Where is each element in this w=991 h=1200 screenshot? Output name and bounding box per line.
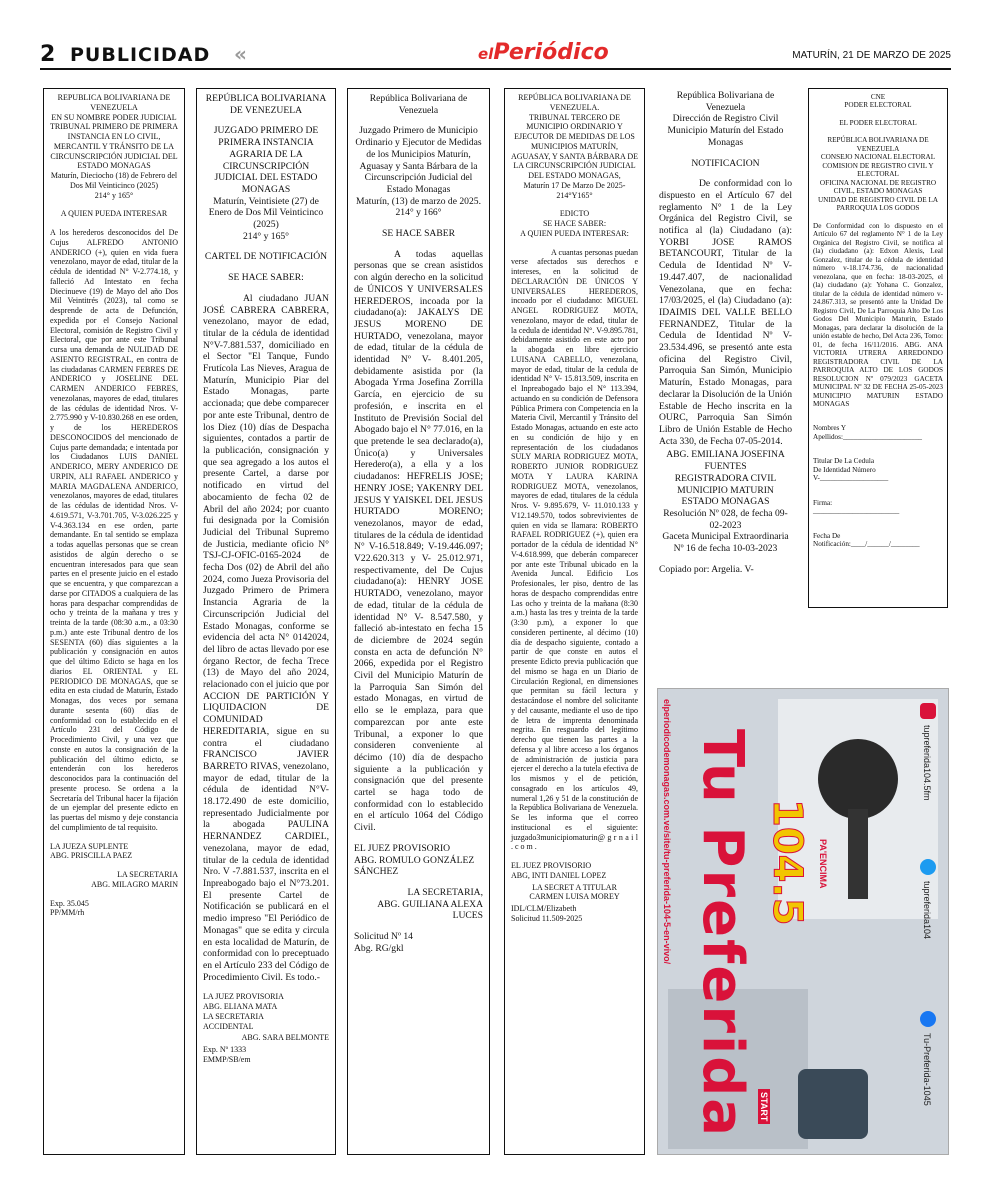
signature-secretary: ABG. SARA BELMONTE: [241, 1033, 329, 1043]
notice-body: De Conformidad con lo dispuesto en el Artículo 67 del reglamento N° 1 de la Ley Orgánica del Registro Civil, se notifica al (la) ciudadano (a): Edxon Alexis, Leal Gonzalez, titular de la cédula de identidad número v-18.174.736, de nacionalidad venezolana, que en fecha: 18-03-2025, el (la) ciudadano (a): Yohana C. Gonzalez, titular de la cédula de identidad número v-24.867.313, se presentó ante la Unidad De Registro Civil, De La Parroquia Alto De Los Godos Del Municipio Maturin, Estado Monagas, para declarar la disolución de la unión estable de hecho, Del Acta 236, Tomo: 01, de fecha 16/11/2016. ABG. ANA VICTORIA UTRERA ARREDONDO REGISTRADORA CIVIL DE LA PARROQUIA ALTO DE LOS GODOS RESOLUCION Nº 079/2023 GACETA MUNICIPAL Nº 32 DE FECHA 25-05-2023 MUNICIPIO MATURIN ESTADO MONAGAS: [813, 221, 943, 408]
facebook-handle[interactable]: Tu-Preferida-1045: [922, 1033, 932, 1106]
form-names: Nombres Y Apellidos:______________________: [813, 424, 923, 441]
signature-judge: EL JUEZ PROVISORIO ABG, INTI DANIEL LOPEZ: [511, 861, 607, 880]
legal-notice-3: [347, 88, 490, 1155]
notice-heading: REPÚBLICA BOLIVARIANA DE VENEZUELA: [205, 93, 327, 116]
form-id: Titular De La Cedula De Identidad Número V-___________________: [813, 457, 889, 483]
notice-title: EDICTO SE HACE SABER: A QUIEN PUEDA INTERESAR:: [520, 209, 629, 238]
notice-title: NOTIFICACION: [691, 157, 760, 169]
signature-secretary: LA SECRETARIA ABG. MILAGRO MARIN: [91, 870, 178, 889]
start-button[interactable]: START: [758, 1089, 770, 1124]
section-title: PUBLICIDAD: [70, 44, 211, 66]
station-frequency: 104.5: [764, 799, 810, 926]
twitter-handle[interactable]: tupreferida104: [922, 881, 932, 940]
legal-notice-2: [196, 88, 336, 1155]
registrar-signature: ABG. EMILIANA JOSEFINA FUENTES REGISTRADORA CIVIL MUNICIPIO MATURIN ESTADO MONAGAS Resolución Nº 028, de fecha 09-02-2023 Gaceta Municipal Extraordinaria Nº 16 de fecha 10-03-2023: [662, 449, 789, 555]
notice-subtitle: SE HACE SABER:: [228, 272, 304, 284]
court-name: Juzgado Primero de Municipio Ordinario y Ejecutor de Medidas de los Municipios Maturín, Aguasay y Santa Bárbara de la Circunscripción Judicial del Estado Monagas Maturín, (13) de marzo de 2025. 214° y 166°: [355, 125, 482, 219]
logo-name: Periódico: [493, 40, 609, 65]
file-reference: IDL/CLM/Elizabeth Solicitud 11.509-2025: [511, 904, 583, 923]
signature-judge: EL JUEZ PROVISORIO ABG. ROMULO GONZÁLEZ SÁNCHEZ: [354, 842, 475, 878]
legal-notice-1: [43, 88, 185, 1155]
notice-body: Al ciudadano JUAN JOSÉ CABRERA CABRERA, venezolano, mayor de edad, titular de la cédula de identidad N°V-7.881.537, domiciliado en el Sector "El Tanque, Fundo Frutícola Las Nieves, Aragua de Maturín, Municipio Piar del Estado Monagas, parte accionada; que debe comparecer por ante este Tribunal, dentro de los Diez (10) días de Despacha siguientes, contados a partir de la publicación, consignación y que sea agregado a los autos el presente Cartel, a darse por notificado en virtud del abocamiento de fecha 02 de Abril del año 2024; por cuanto fui designada por la Comisión Judicial del Tribunal Supremo de Justicia, mediante oficio N° TSJ-CJ-OFIC-0165-2024 de fecha Dos (02) de Abril del año 2024, como Jueza Provisoria del Juzgado Primero de Primera Instancia Agraria de la Circunscripción Judicial del Estado Monagas, conforme se evidencia del acta N° 0142024, del libro de actas llevado por ese órgano Rector, de fecha Trece (13) de Mayo del año 2024, relacionado con el juicio que por ACCION DE PARTICIÓN Y LIQUIDACION DE COMUNIDAD HEREDITARIA, sigue en su contra el ciudadano FRANCISCO JAVIER BARRETO RIVAS, venezolano, mayor de edad, titular de la cédula de identidad N°V-18.172.490 de este domicilio, representado Judicialmente por la abogada PAULINA HERNANDEZ CARDIEL, venezolana, mayor de edad, titular de la cedula de identidad Nro. V -7.881.537, inscrita en el Inpreabogado bajo el N°73.201. El presente Cartel de Notificación se publicará en el medio impreso "El Periódico de Monagas" que se edita y circula en esta localidad de Maturín, de conformidad con lo preceptuado en el Artículo 233 del Código de Procedimiento Civil. Es todo.-: [203, 292, 330, 983]
form-date: Fecha De Notificación:____/______/________: [813, 531, 920, 549]
chevron-left-icon: «: [234, 42, 247, 66]
file-reference: Solicitud Nº 14 Abg. RG/gkl: [354, 931, 413, 954]
file-reference: Exp. Nº 1333 EMMP/SB/em: [203, 1045, 251, 1064]
notice-title: CARTEL DE NOTIFICACIÓN: [204, 251, 328, 263]
signature-secretary: LA SECRET A TITULAR CARMEN LUISA MOREY: [529, 882, 620, 902]
notice-addressee: A QUIEN PUEDA INTERESAR: [60, 209, 168, 219]
instagram-handle[interactable]: tupreferida104.5fm: [922, 725, 932, 801]
radio-advertisement: [657, 688, 949, 1155]
page-header: [40, 40, 951, 70]
civil-registry-notice: [655, 88, 796, 608]
ad-website[interactable]: elperiodicodemonagas.com.ve/site/tu-preferida-104-5-en-vivo/: [662, 699, 672, 965]
notice-heading: EL PODER ELECTORAL: [839, 118, 917, 127]
copied-by: Copiado por: Argelia. V-: [659, 563, 754, 575]
cne-notice: [808, 88, 948, 608]
signature-secretary: LA SECRETARIA, ABG. GUILIANA ALEXA LUCES: [377, 887, 483, 922]
page-number: 2: [40, 42, 56, 67]
newspaper-logo: [478, 40, 609, 65]
cne-logo: CNE PODER ELECTORAL: [844, 93, 912, 110]
file-reference: Exp. 35.045 PP/MM/rh: [50, 898, 89, 918]
signature-judge: LA JUEZA SUPLENTE ABG. PRISCILLA PAEZ: [50, 841, 133, 861]
notice-title: SE HACE SABER: [381, 228, 456, 240]
notice-body: A los herederos desconocidos del De Cujus ALFREDO ANTONIO ANDERICO (+), quien en vida fuera venezolano, mayor de edad, titular de la cédula de identidad N° V-2.774.18, y falleció Ad Intestato en fecha Diecinueve (19) de Mayo del año Dos Mil Veintitrés (2023), tal como se desprende de acta de Defunción, expedida por el Consejo Nacional Electoral, comisión de Registro Civil y Electoral, que por ante este Tribunal cursa una demanda de NULIDAD DE ASIENTO REGISTRAL, en contra de las ciudadanas CARMEN FEBRES DE ANDERICO y JOSELINE DEL CARMEN ANDERICO FEBRES, venezolanas, mayores de edad, titulares de las cédulas de identidad Nros. V-2.775.990 y V-10.830.268 en ese orden, y de los HEREDEROS DESCONOCIDOS del mencionado de Cujus parte demandada; e intentada por los Ciudadanos LUIS DANIEL ANDERICO, MERY ANDERICO DE URPIN, ALI RAFAEL ANDERICO y MARIA MAGDALENA ANDERICO, venezolanos, mayores de edad, titulares de las cédulas de identidad Nros. V-4.619.571, V-3.701.705, V-3.026.225 y V-4.363.134 en ese orden, parte demandante. En tal sentido se emplaza a todas aquellas personas que se crean asistidos de algún derecho o se encuentran interesados para que sean partes en el presente juicio en el estado que se encuentra, y que comparezcan a darse por CITADOS a cualquiera de las horas para despachar comprendidas de ocho y treinta de la mañana y tres y treinta de la tarde (08:30 a.m., a 03:30 p.m.) ante este Tribunal dentro de los SESENTA (60) días siguientes a la publicación y consignación en autos que del último Edicto se haga en los diarios EL ORIENTAL y EL PERIODICO DE MONAGAS, que se edita en esta ciudad de Maturín, Estado Monagas, dos veces por semana durante sesenta (60) días de conformidad con lo establecido en el Artículo 231 del Código de Procedimiento Civil, y una vez que conste en autos la consignación de la publicación del último edicto, se entenderán con los herederos desconocidos para la continuación del presente proceso. Se ordena a la Secretaría del Tribunal hacer la fijación de un ejemplar del presente edicto en las puertas del mismo y deje constancia del cumplimiento de tal requisito.: [50, 228, 178, 832]
notice-body: De conformidad con lo dispuesto en el Artículo 67 del reglamento N° 1 de la Ley Orgánica del Registro Civil, se notifica al (la) Ciudadano (a): YORBI JOSE RAMOS BETANCOURT, Titular de la Cedula de Identidad Nº V-19.447.407, de nacionalidad Venezolana, que en fecha: 17/03/2025, el (la) Ciudadano (a): IDAIMIS DEL VALLE BELLO FERNANDEZ, Titular de la Cedula de Identidad Nº V-23.534.496, se presentó ante esta oficina del Registro Civil, Parroquia San Simón, Municipio Maturín, Estado Monagas, para declarar la Disolución de la Unión Estable de Hecho inscrita en la OURC, Parroquia San Simón Libro de Unión Estable de Hecho Acta 330, de Fecha 07-05-2014.: [659, 178, 792, 447]
logo-prefix: el: [478, 45, 494, 63]
court-name: JUZGADO PRIMERO DE PRIMERA INSTANCIA AGRARIA DE LA CIRCUNSCRIPCIÓN JUDICIAL DEL ESTADO MONAGAS Maturín, Veintisiete (27) de Enero de Dos Mil Veinticinco (2025) 214° y 165°: [208, 125, 324, 242]
instagram-icon[interactable]: [920, 703, 936, 719]
notice-heading: REPUBLICA BOLIVARIANA DE VENEZUELA EN SU NOMBRE PODER JUDICIAL TRIBUNAL PRIMERO DE PRIMERA INSTANCIA EN LO CIVIL, MERCANTIL Y TRÁNSITO DE LA CIRCUNSCRIPCIÓN JUDICIAL DEL ESTADO MONAGAS Maturín, Dieciocho (18) de Febrero del Dos Mil Veinticinco (2025) 214° y 165°: [50, 93, 178, 200]
form-signature: Firma: ________________________: [813, 498, 900, 516]
notice-body: A todas aquellas personas que se crean asistidos con algún derecho en la solicitud de ÚNICOS Y UNIVERSALES HEREDEROS, incoada por la ciudadano(a): JAKALYS DE JESUS MORENO DE HURTADO, venezolana, mayor de edad, titular de la cédula de identidad Nº V- 8.401.205, debidamente asistida por (la Abogada Yrma Josefina Zorrilla García, en ejercicio de su profesión, e inscrita en el Instituto de Previsión Social del Abogado bajo el N° 77.016, en la que pretende le sea declarado(a), Único(a) y Universales Heredero(a), a ella y a los ciudadanos: HEFRELIS JOSE; HENRY JOSE; YAKENRY DEL JESUS Y YAISKEL DEL JESUS HURTADO MORENO; venezolanos, mayor de edad, titulares de la cédula de identidad N° V-16.518.849; V-19.446.097; V22.620.313 y V- 25.012.971, respectivamente, del De Cujus ciudadano(a): HENRY JOSE HURTADO, venezolano, mayor de edad, titular de la cédula de identidad N° V- 8.547.580, y falleció ab-intestato en fecha 15 de diciembre de 2024 según consta en acta de defunción N° 2066, expedida por el Registro Civil del Municipio Maturín de la Parroquia San Simón del estado Monagas, en virtud de ello se le emplaza, para que comparezcan por ante este Tribunal, a exponer lo que consideren conveniente al décimo (10) día de despacho siguiente a la publicación y consignación que del presente cartel se haga todo de conformidad con lo establecido en el artículo 1064 del Código Civil.: [354, 248, 483, 834]
signature-judge: LA JUEZ PROVISORIA ABG. ELIANA MATA LA SECRETARIA ACCIDENTAL: [203, 992, 284, 1031]
facebook-icon[interactable]: [920, 1011, 936, 1027]
notice-heading: REPÚBLICA BOLIVARIANA DE VENEZUELA. TRIBUNAL TERCERO DE MUNICIPIO ORDINARIO Y EJECUTOR DE MEDIDAS DE LOS MUNICIPIOS MATURÍN, AGUASAY, Y SANTA BÁRBARA DE LA CIRCUNSCRIPCIÓN JUDICIAL DEL ESTADO MONAGAS, Maturín 17 De Marzo De 2025- 214°Y165°: [511, 93, 639, 200]
issuing-office: REPÚBLICA BOLIVARIANA DE VENEZUELA CONSEJO NACIONAL ELECTORAL COMISION DE REGISTRO CIVIL Y ELECTORAL OFICINA NACIONAL DE REGISTRO CIVIL, ESTADO MONAGAS UNIDAD DE REGISTRO CIVIL DE LA PARROQUIA LOS GODOS: [817, 136, 939, 213]
twitter-icon[interactable]: [920, 859, 936, 875]
station-name: Tu Preferida: [690, 729, 755, 1139]
station-tagline: PA'ENCIMA: [818, 839, 828, 889]
notice-heading: República Bolivariana de Venezuela: [369, 93, 468, 116]
legal-notice-4: [504, 88, 645, 1155]
notice-heading: República Bolivariana de Venezuela Dirección de Registro Civil Municipio Maturín del Estado Monagas: [667, 90, 784, 148]
notice-body: A cuantas personas puedan verse afectados sus derechos e intereses, en la solicitud de DECLARACIÓN DE ÚNICOS Y UNIVERSALES HEREDEROS, incoado por el ciudadano: MIGUEL ANGEL RODRIGUEZ MOTA, venezolano, mayor de edad, titular de la cedula de identidad N°. V-9.895.781, debidamente asistido en este acto por la abogada en libre ejercicio LUISANA CABELLO, venezolana, mayor de edad, titular de la cedula de identidad N° V- 15.813.509, inscrita en el Inpreabogado bajo el N° 113.394, actuando en su condición de Defensora Pública Primera con Competencia en la Materia Civil, Mercantil y Tránsito del Estado Monagas, actuando en este acto en su condición de hijo y en representación de los ciudadanos SULY MARIA RODRIGUEZ MOTA, ROBERTO JUNIOR RODRIGUEZ MOTA Y LAURA KARINA RODRIGUEZ MOTA, venezolanos, mayores de edad, titulares de la cédula Nros. V- 9.895.679, V- 11.010.133 y V12.149.570, todos sobrevivientes de quien en vida se llamara: ROBERTO RAFAEL RODRIGUEZ (+), quien era portador de la cédula de identidad N° V-4.618.999, que deberán comparecer por ante este Tribunal ubicado en la Avenida Juncal. Edificio Los Profesionales, ler piso, dentro de las horas de despacho comprendidas entre Las ocho y treinta de la mañana (8:30 a.m.) hasta las tres y treinta de la tarde (3:30 p.m), a exponer lo que consideren pertinente, al décimo (10) día de despacho siguiente, contado a partir de que conste en autos el presente Edicto previa publicación que del mismo se haga en un Diario de Circulación Regional, en dimensiones que permitan su fácil lectura y destacándose el nombre del solicitante y del causante, mediante el uso de tipo de letra de imprenta denominada negrita. En resguardo del legítimo derecho que tienen las partes a la defensa y al libre acceso a los órganos de administración de justicia para ejercer el derecho a la tutela efectiva de los mismos y el de petición, consagrado en los artículos 49, numeral 1,26 y 51 de la constitución de la República Bolivariana de Venezuela. Se les informa que el correo institucional es el siguiente: juzgado3municipiomaturin@ g r n a i l . c o m .: [511, 247, 638, 852]
issue-date: MATURÍN, 21 DE MARZO DE 2025: [792, 50, 951, 61]
